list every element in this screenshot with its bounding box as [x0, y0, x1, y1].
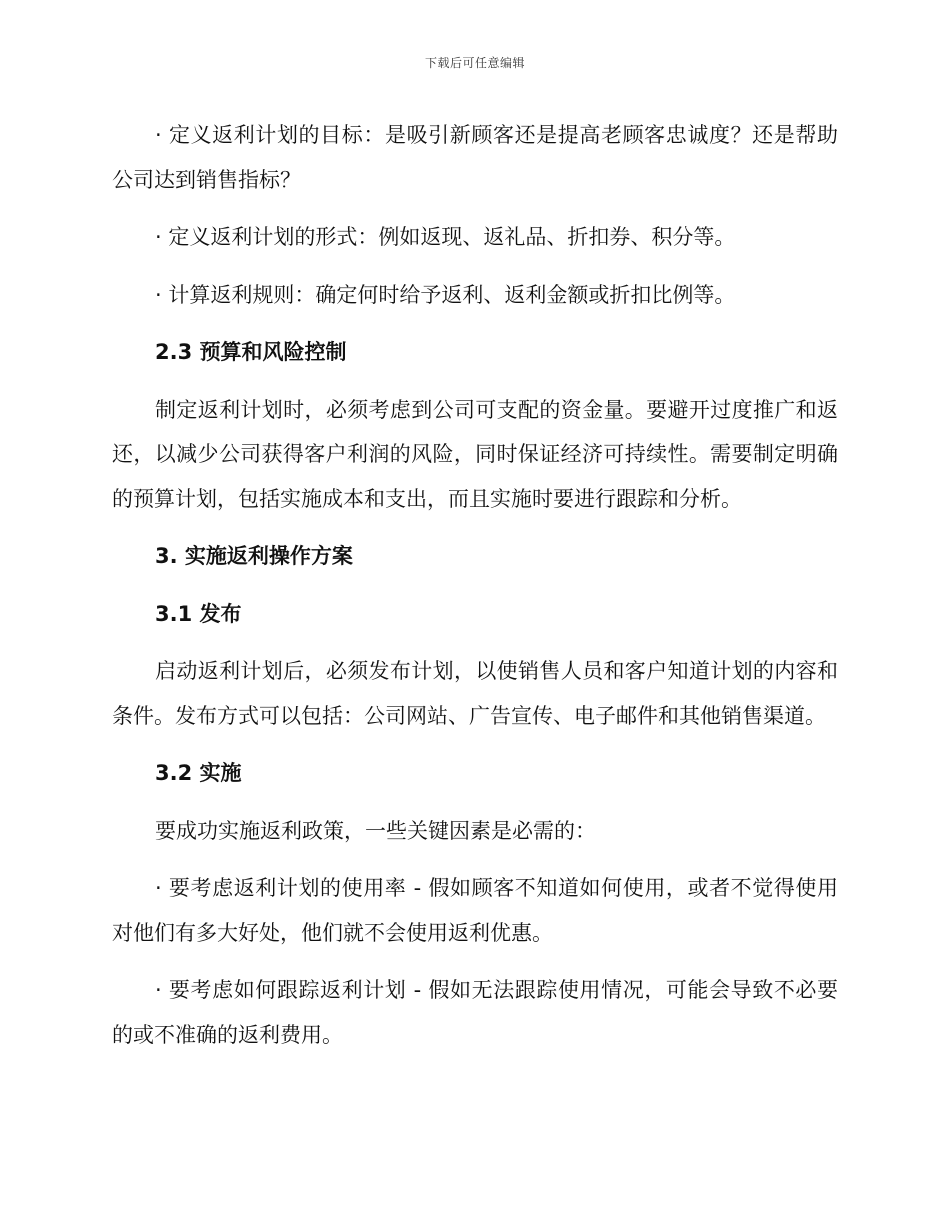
section-heading: 2.3 预算和风险控制	[155, 340, 347, 364]
bullet-paragraph: · 定义返利计划的目标：是吸引新顾客还是提高老顾客忠诚度？还是帮助公司达到销售指标？	[112, 123, 838, 192]
body-paragraph: 制定返利计划时，必须考虑到公司可支配的资金量。要避开过度推广和返还，以减少公司获得客户利润的风险，同时保证经济可持续性。需要制定明确的预算计划，包括实施成本和支出，而且实施时要进行跟踪和分析。	[112, 397, 838, 511]
document-body	[112, 113, 838, 1070]
bullet-paragraph: · 计算返利规则：确定何时给予返利、返利金额或折扣比例等。	[155, 282, 736, 307]
section-heading: 3. 实施返利操作方案	[155, 544, 353, 568]
bullet-paragraph: · 要考虑如何跟踪返利计划 - 假如无法跟踪使用情况，可能会导致不必要的或不准确的返利费用。	[112, 978, 838, 1047]
section-heading: 3.1 发布	[155, 601, 242, 626]
section-heading: 3.2 实施	[155, 761, 242, 785]
body-paragraph: 启动返利计划后，必须发布计划，以使销售人员和客户知道计划的内容和条件。发布方式可以包括：公司网站、广告宣传、电子邮件和其他销售渠道。	[112, 659, 838, 728]
header-note: 下载后可任意编辑	[424, 56, 525, 70]
bullet-paragraph: · 定义返利计划的形式：例如返现、返礼品、折扣券、积分等。	[155, 225, 736, 249]
bullet-paragraph: · 要考虑返利计划的使用率 - 假如顾客不知道如何使用，或者不觉得使用对他们有多大好处，他们就不会使用返利优惠。	[112, 876, 838, 945]
body-paragraph: 要成功实施返利政策，一些关键因素是必需的：	[155, 818, 596, 843]
